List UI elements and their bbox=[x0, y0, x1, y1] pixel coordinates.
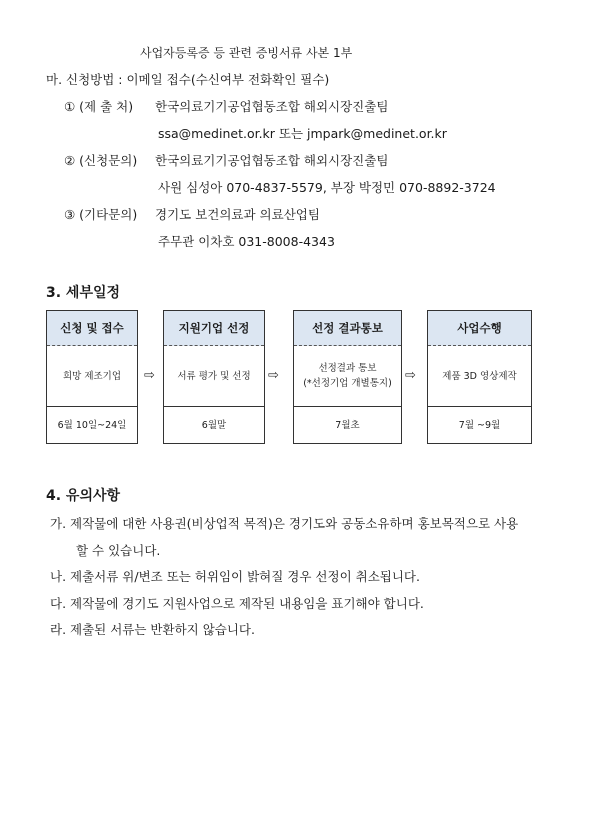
step-description bbox=[164, 346, 264, 406]
step-title: 지원기업 선정 bbox=[164, 311, 264, 346]
note-item: 가. 제작물에 대한 사용권(비상업적 목적)은 경기도와 공동소유하며 홍보목적으로 사용 bbox=[50, 516, 519, 531]
step-desc-line: 희망 제조기업 bbox=[62, 370, 122, 382]
step-description bbox=[294, 346, 401, 406]
step-desc-line: 제품 3D 영상제작 bbox=[442, 370, 517, 382]
step-title: 선정 결과통보 bbox=[294, 311, 401, 346]
arrow-icon: ⇨ bbox=[268, 368, 279, 383]
other-label: ③ (기타문의) bbox=[64, 207, 138, 222]
note-item: 라. 제출된 서류는 반환하지 않습니다. bbox=[50, 622, 255, 637]
submit-org: 한국의료기기공업협동조합 해외시장진출팀 bbox=[155, 99, 389, 114]
inquiry-contact: 사원 심성아 070-4837-5579, 부장 박정민 070-8892-3724 bbox=[158, 180, 496, 195]
step-title: 사업수행 bbox=[428, 311, 531, 346]
submit-emails: ssa@medinet.or.kr 또는 jmpark@medinet.or.kr bbox=[158, 126, 447, 141]
inquiry-label: ② (신청문의) bbox=[64, 153, 138, 168]
step-date: 6월 10일~24일 bbox=[47, 406, 137, 441]
step-desc-line: 선정결과 통보 bbox=[318, 363, 377, 374]
step-title: 신청 및 접수 bbox=[47, 311, 137, 346]
step-desc-line: (*선정기업 개별통지) bbox=[303, 378, 392, 389]
note-item: 다. 제작물에 경기도 지원사업으로 제작된 내용임을 표기해야 합니다. bbox=[50, 596, 424, 611]
schedule-step-select bbox=[163, 310, 265, 444]
other-contact: 주무관 이차호 031-8008-4343 bbox=[158, 234, 335, 249]
arrow-icon: ⇨ bbox=[405, 368, 416, 383]
note-item: 나. 제출서류 위/변조 또는 허위임이 밝혀질 경우 선정이 취소됩니다. bbox=[50, 569, 420, 584]
application-method: 마. 신청방법 : 이메일 접수(수신여부 전화확인 필수) bbox=[46, 72, 330, 87]
schedule-step-notify bbox=[293, 310, 402, 444]
note-item-continued: 할 수 있습니다. bbox=[76, 543, 161, 558]
document-note: 사업자등록증 등 관련 증빙서류 사본 1부 bbox=[140, 46, 353, 60]
schedule-step-execute bbox=[427, 310, 532, 444]
arrow-icon: ⇨ bbox=[144, 368, 155, 383]
step-desc-line: 서류 평가 및 선정 bbox=[177, 370, 251, 382]
step-date: 7월초 bbox=[294, 406, 401, 441]
submit-label: ① (제 출 처) bbox=[64, 99, 134, 114]
step-description bbox=[428, 346, 531, 406]
schedule-heading: 3. 세부일정 bbox=[46, 285, 121, 301]
other-org: 경기도 보건의료과 의료산업팀 bbox=[155, 207, 320, 222]
step-description bbox=[47, 346, 137, 406]
step-date: 7월 ~9월 bbox=[428, 406, 531, 441]
step-date: 6월말 bbox=[164, 406, 264, 441]
notes-heading: 4. 유의사항 bbox=[46, 488, 121, 504]
schedule-step-apply bbox=[46, 310, 138, 444]
inquiry-org: 한국의료기기공업협동조합 해외시장진출팀 bbox=[155, 153, 389, 168]
